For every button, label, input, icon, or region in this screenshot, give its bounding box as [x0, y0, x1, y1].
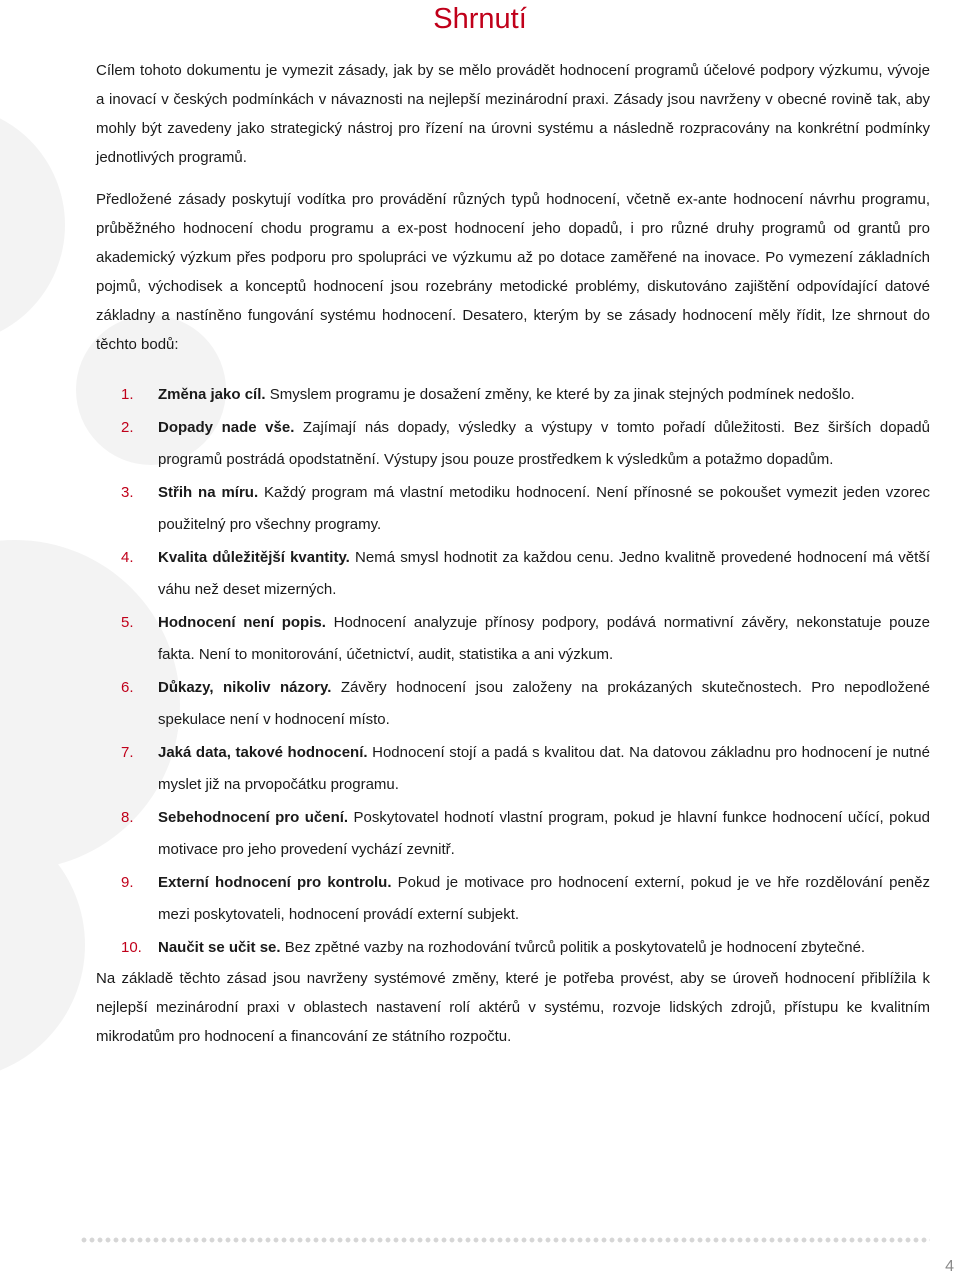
principle-number: 2. [121, 418, 134, 436]
principle-number: 6. [121, 678, 134, 696]
principle-item [96, 672, 930, 737]
principle-text: Každý program má vlastní metodiku hodnocení. Není přínosné se pokoušet vymezit jeden vzorec použitelný pro všechny programy. [158, 483, 930, 533]
principle-text: Zajímají nás dopady, výsledky a výstupy v tomto pořadí důležitosti. Bez širších dopadů programů postrádá opodstatnění. Výstupy jsou pouze prostředkem k výsledkům a potažmo dopadům. [158, 418, 930, 468]
principle-heading: Externí hodnocení pro kontrolu. [158, 873, 392, 891]
intro-paragraph-2: Předložené zásady poskytují vodítka pro provádění různých typů hodnocení, včetně ex-ante hodnocení návrhu programu, průběžného hodnocení chodu programu a ex-post hodnocení jeho dopadů, i pro různé druhy programů od grantů pro akademický výzkum přes podporu pro spolupráci ve výzkumu až po dotace zaměřené na inovace. Po vymezení základních pojmů, východisek a konceptů hodnocení jsou rozebrány metodické problémy, diskutováno zajištění odpovídající datové základny a nastíněno fungování systému hodnocení. Desatero, kterým by se zásady hodnocení měly řídit, lze shrnout do těchto bodů: [96, 191, 930, 353]
principle-number: 10. [121, 938, 142, 956]
intro-paragraph-1: Cílem tohoto dokumentu je vymezit zásady, jak by se mělo provádět hodnocení programů účelové podpory výzkumu, vývoje a inovací v českých podmínkách v návaznosti na nejlepší mezinárodní praxi. Zásady jsou navrženy v obecné rovině tak, aby mohly být zavedeny jako strategický nástroj pro řízení na úrovni systému a následně rozpracovány na konkrétní podmínky jednotlivých programů. [96, 62, 930, 166]
principle-heading: Hodnocení není popis. [158, 613, 326, 631]
principle-text: Pokud je motivace pro hodnocení externí, pokud je ve hře rozdělování peněz mezi poskytovateli, hodnocení provádí externí subjekt. [158, 873, 930, 923]
principle-item [96, 477, 930, 542]
principle-number: 1. [121, 386, 134, 403]
principle-item [96, 867, 930, 932]
background-circle-1 [0, 105, 65, 345]
principle-heading: Kvalita důležitější kvantity. [158, 548, 350, 566]
principle-item [96, 607, 930, 672]
conclusion-paragraph: Na základě těchto zásad jsou navrženy systémové změny, které je potřeba provést, aby se úroveň hodnocení přiblížila k nejlepší mezinárodní praxi v oblastech nastavení rolí aktérů v systému, rozvoje lidských zdrojů, přístupu ke kvalitním mikrodatům pro hodnocení a financování ze státního rozpočtu. [96, 970, 930, 1045]
principle-item [96, 932, 930, 965]
principle-heading: Důkazy, nikoliv názory. [158, 678, 332, 696]
principle-item [96, 542, 930, 607]
principle-text: Nemá smysl hodnotit za každou cenu. Jedno kvalitně provedené hodnocení má větší váhu než deset mizerných. [158, 548, 930, 598]
principle-text: Hodnocení analyzuje přínosy podpory, podává normativní závěry, nekonstatuje pouze fakta. Není to monitorování, účetnictví, audit, statistika a ani výzkum. [158, 613, 930, 663]
principle-heading: Jaká data, takové hodnocení. [158, 743, 368, 761]
principle-number: 4. [121, 548, 134, 566]
footer-dotted-divider [80, 1236, 930, 1244]
principle-text: Smyslem programu je dosažení změny, ke které by za jinak stejných podmínek nedošlo. [265, 386, 855, 403]
principle-heading: Sebehodnocení pro učení. [158, 808, 349, 826]
principle-heading: Změna jako cíl. [158, 386, 266, 403]
principle-heading: Dopady nade vše. [158, 418, 295, 436]
principle-heading: Střih na míru. [158, 483, 259, 501]
principle-number: 5. [121, 613, 134, 631]
principle-text: Poskytovatel hodnotí vlastní program, pokud je hlavní funkce hodnocení učící, pokud motivace pro jeho provedení vychází zevnitř. [158, 808, 930, 858]
principle-item [96, 379, 930, 412]
page-title: Shrnutí [433, 3, 527, 35]
page-number: 4 [945, 1258, 954, 1275]
principle-item [96, 412, 930, 477]
principles-list [96, 379, 930, 964]
principle-text: Hodnocení stojí a padá s kvalitou dat. Na datovou základnu pro hodnocení je nutné myslet již na prvopočátku programu. [158, 743, 930, 793]
principle-number: 7. [121, 743, 134, 761]
principle-number: 8. [121, 808, 134, 826]
principle-heading: Naučit se učit se. [158, 938, 281, 956]
principle-number: 3. [121, 483, 134, 501]
principle-item [96, 737, 930, 802]
summary-content [96, 56, 930, 1051]
principle-text: Bez zpětné vazby na rozhodování tvůrců politik a poskytovatelů je hodnocení zbytečné. [280, 938, 866, 956]
principle-number: 9. [121, 873, 134, 891]
principle-text: Závěry hodnocení jsou založeny na prokázaných skutečnostech. Pro nepodložené spekulace není v hodnocení místo. [158, 678, 930, 728]
principle-item [96, 802, 930, 867]
